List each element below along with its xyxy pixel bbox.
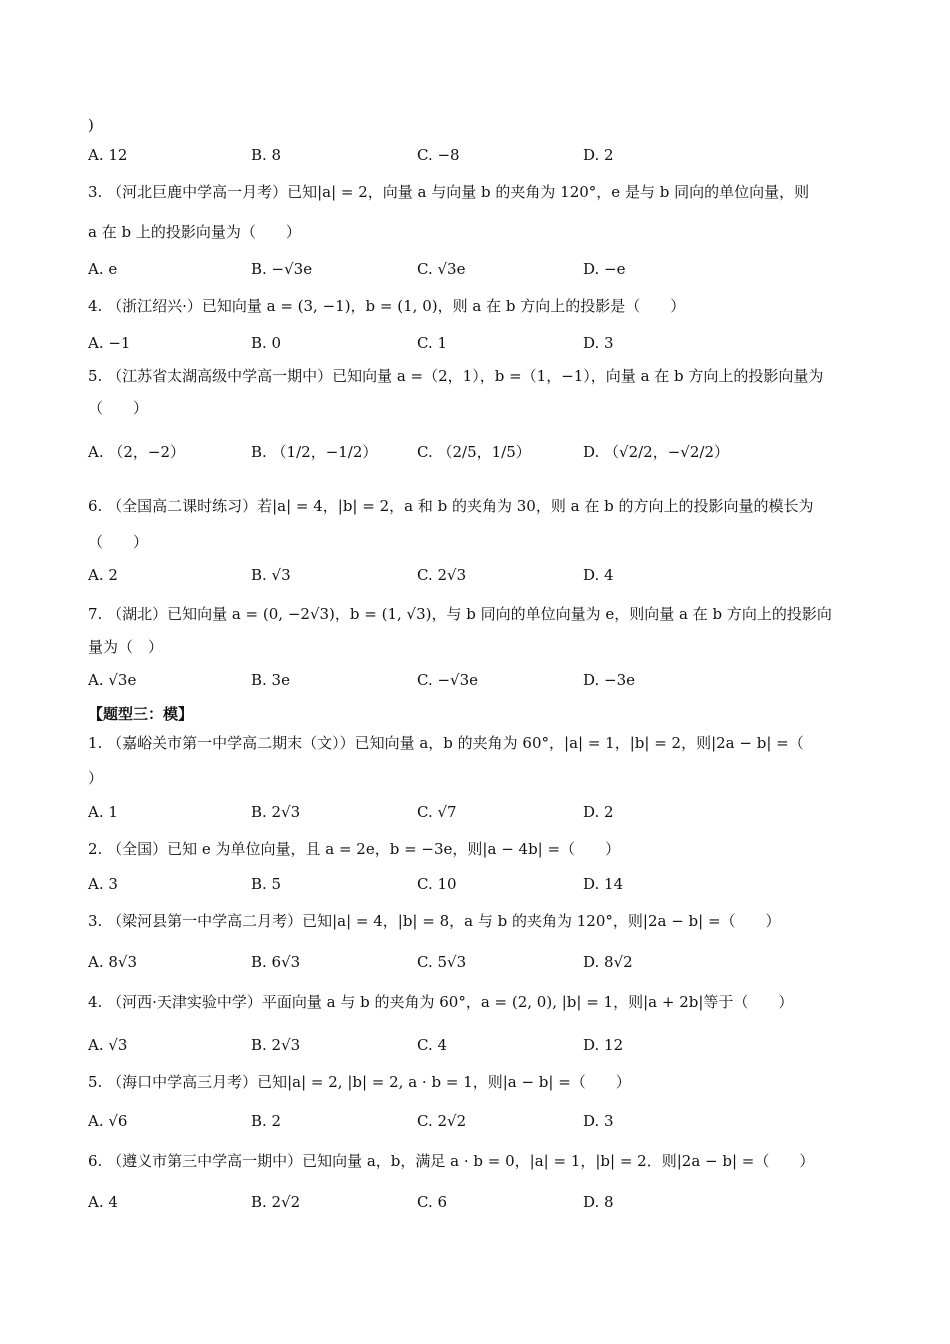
option-d: D. −e — [583, 260, 626, 278]
question-text: 4. （浙江绍兴·）已知向量 a = (3, −1)，b = (1, 0)，则 a 在 b 方向上的投影是（ ） — [88, 297, 686, 315]
option-b: B. 5 — [251, 875, 282, 893]
question-text: ） — [88, 769, 104, 787]
option-a: A. 4 — [88, 1193, 118, 1211]
option-b: B. 6√3 — [251, 953, 301, 971]
option-a: A. 12 — [88, 146, 128, 164]
option-c: C. （2/5，1/5） — [417, 443, 531, 461]
question-options — [88, 800, 848, 824]
option-c: C. 6 — [417, 1193, 448, 1211]
question-options — [88, 950, 848, 974]
option-b: B. 8 — [251, 146, 282, 164]
option-d: D. 3 — [583, 1112, 614, 1130]
option-d: D. （√2/2，−√2/2） — [583, 443, 729, 461]
option-d: D. −3e — [583, 671, 636, 689]
question-options — [88, 1033, 848, 1057]
option-b: B. （1/2，−1/2） — [251, 443, 378, 461]
question-options — [88, 440, 848, 464]
option-b: B. √3 — [251, 566, 291, 584]
option-d: D. 14 — [583, 875, 624, 893]
section-heading: 【题型三：模】 — [88, 705, 194, 723]
option-a: A. （2，−2） — [88, 443, 186, 461]
question-text: 5. （海口中学高三月考）已知|a| = 2, |b| = 2, a · b = 1，则|a − b| =（ ） — [88, 1073, 631, 1091]
question-options — [88, 563, 848, 587]
question-text: 2. （全国）已知 e 为单位向量，且 a = 2e，b = −3e，则|a − 4b| =（ ） — [88, 840, 621, 858]
option-b: B. 2√2 — [251, 1193, 301, 1211]
option-c: C. √7 — [417, 803, 457, 821]
question-text: 4. （河西·天津实验中学）平面向量 a 与 b 的夹角为 60°，a = (2, 0), |b| = 1，则|a + 2b|等于（ ） — [88, 993, 794, 1011]
question-text: （ ） — [88, 399, 149, 417]
option-a: A. 2 — [88, 566, 118, 584]
option-d: D. 2 — [583, 803, 614, 821]
option-b: B. 2 — [251, 1112, 282, 1130]
option-d: D. 4 — [583, 566, 614, 584]
question-options — [88, 1109, 848, 1133]
option-c: C. 2√3 — [417, 566, 467, 584]
question-text: 5. （江苏省太湖高级中学高一期中）已知向量 a =（2，1），b =（1，−1），向量 a 在 b 方向上的投影向量为 — [88, 367, 824, 385]
option-a: A. 8√3 — [88, 953, 138, 971]
option-b: B. −√3e — [251, 260, 313, 278]
option-d: D. 2 — [583, 146, 614, 164]
question-text: 3. （河北巨鹿中学高一月考）已知|a| = 2，向量 a 与向量 b 的夹角为 120°，e 是与 b 同向的单位向量，则 — [88, 183, 810, 201]
option-c: C. √3e — [417, 260, 466, 278]
question-options — [88, 257, 848, 281]
option-d: D. 3 — [583, 334, 614, 352]
option-d: D. 8 — [583, 1193, 614, 1211]
option-b: B. 0 — [251, 334, 282, 352]
option-a: A. −1 — [88, 334, 131, 352]
option-d: D. 8√2 — [583, 953, 633, 971]
option-a: A. e — [88, 260, 118, 278]
option-c: C. −√3e — [417, 671, 479, 689]
option-c: C. −8 — [417, 146, 460, 164]
prev-question-options — [88, 143, 848, 167]
option-c: C. 10 — [417, 875, 457, 893]
question-text: 6. （遵义市第三中学高一期中）已知向量 a，b，满足 a · b = 0，|a| = 1，|b| = 2．则|2a − b| =（ ） — [88, 1152, 815, 1170]
option-c: C. 1 — [417, 334, 448, 352]
option-c: C. 2√2 — [417, 1112, 467, 1130]
question-options — [88, 331, 848, 355]
option-a: A. 3 — [88, 875, 118, 893]
option-c: C. 4 — [417, 1036, 448, 1054]
question-options — [88, 872, 848, 896]
option-d: D. 12 — [583, 1036, 624, 1054]
question-text: a 在 b 上的投影向量为（ ） — [88, 223, 301, 241]
option-c: C. 5√3 — [417, 953, 467, 971]
option-a: A. √6 — [88, 1112, 128, 1130]
option-a: A. 1 — [88, 803, 118, 821]
option-b: B. 2√3 — [251, 1036, 301, 1054]
prev-question-paren: ) — [88, 116, 94, 134]
question-text: （ ） — [88, 533, 149, 551]
question-text: 6. （全国高二课时练习）若|a| = 4，|b| = 2，a 和 b 的夹角为 30，则 a 在 b 的方向上的投影向量的模长为 — [88, 497, 814, 515]
option-a: A. √3e — [88, 671, 137, 689]
option-a: A. √3 — [88, 1036, 128, 1054]
question-text: 3. （梁河县第一中学高二月考）已知|a| = 4，|b| = 8，a 与 b 的夹角为 120°，则|2a − b| =（ ） — [88, 912, 781, 930]
question-options — [88, 668, 848, 692]
option-b: B. 3e — [251, 671, 290, 689]
question-options — [88, 1190, 848, 1214]
question-text: 7. （湖北）已知向量 a = (0, −2√3)，b = (1, √3)，与 b 同向的单位向量为 e，则向量 a 在 b 方向上的投影向 — [88, 605, 832, 623]
option-b: B. 2√3 — [251, 803, 301, 821]
question-text: 1. （嘉峪关市第一中学高二期末（文））已知向量 a，b 的夹角为 60°，|a| = 1，|b| = 2，则|2a − b| =（ — [88, 734, 804, 752]
question-text: 量为（ ） — [88, 638, 164, 656]
